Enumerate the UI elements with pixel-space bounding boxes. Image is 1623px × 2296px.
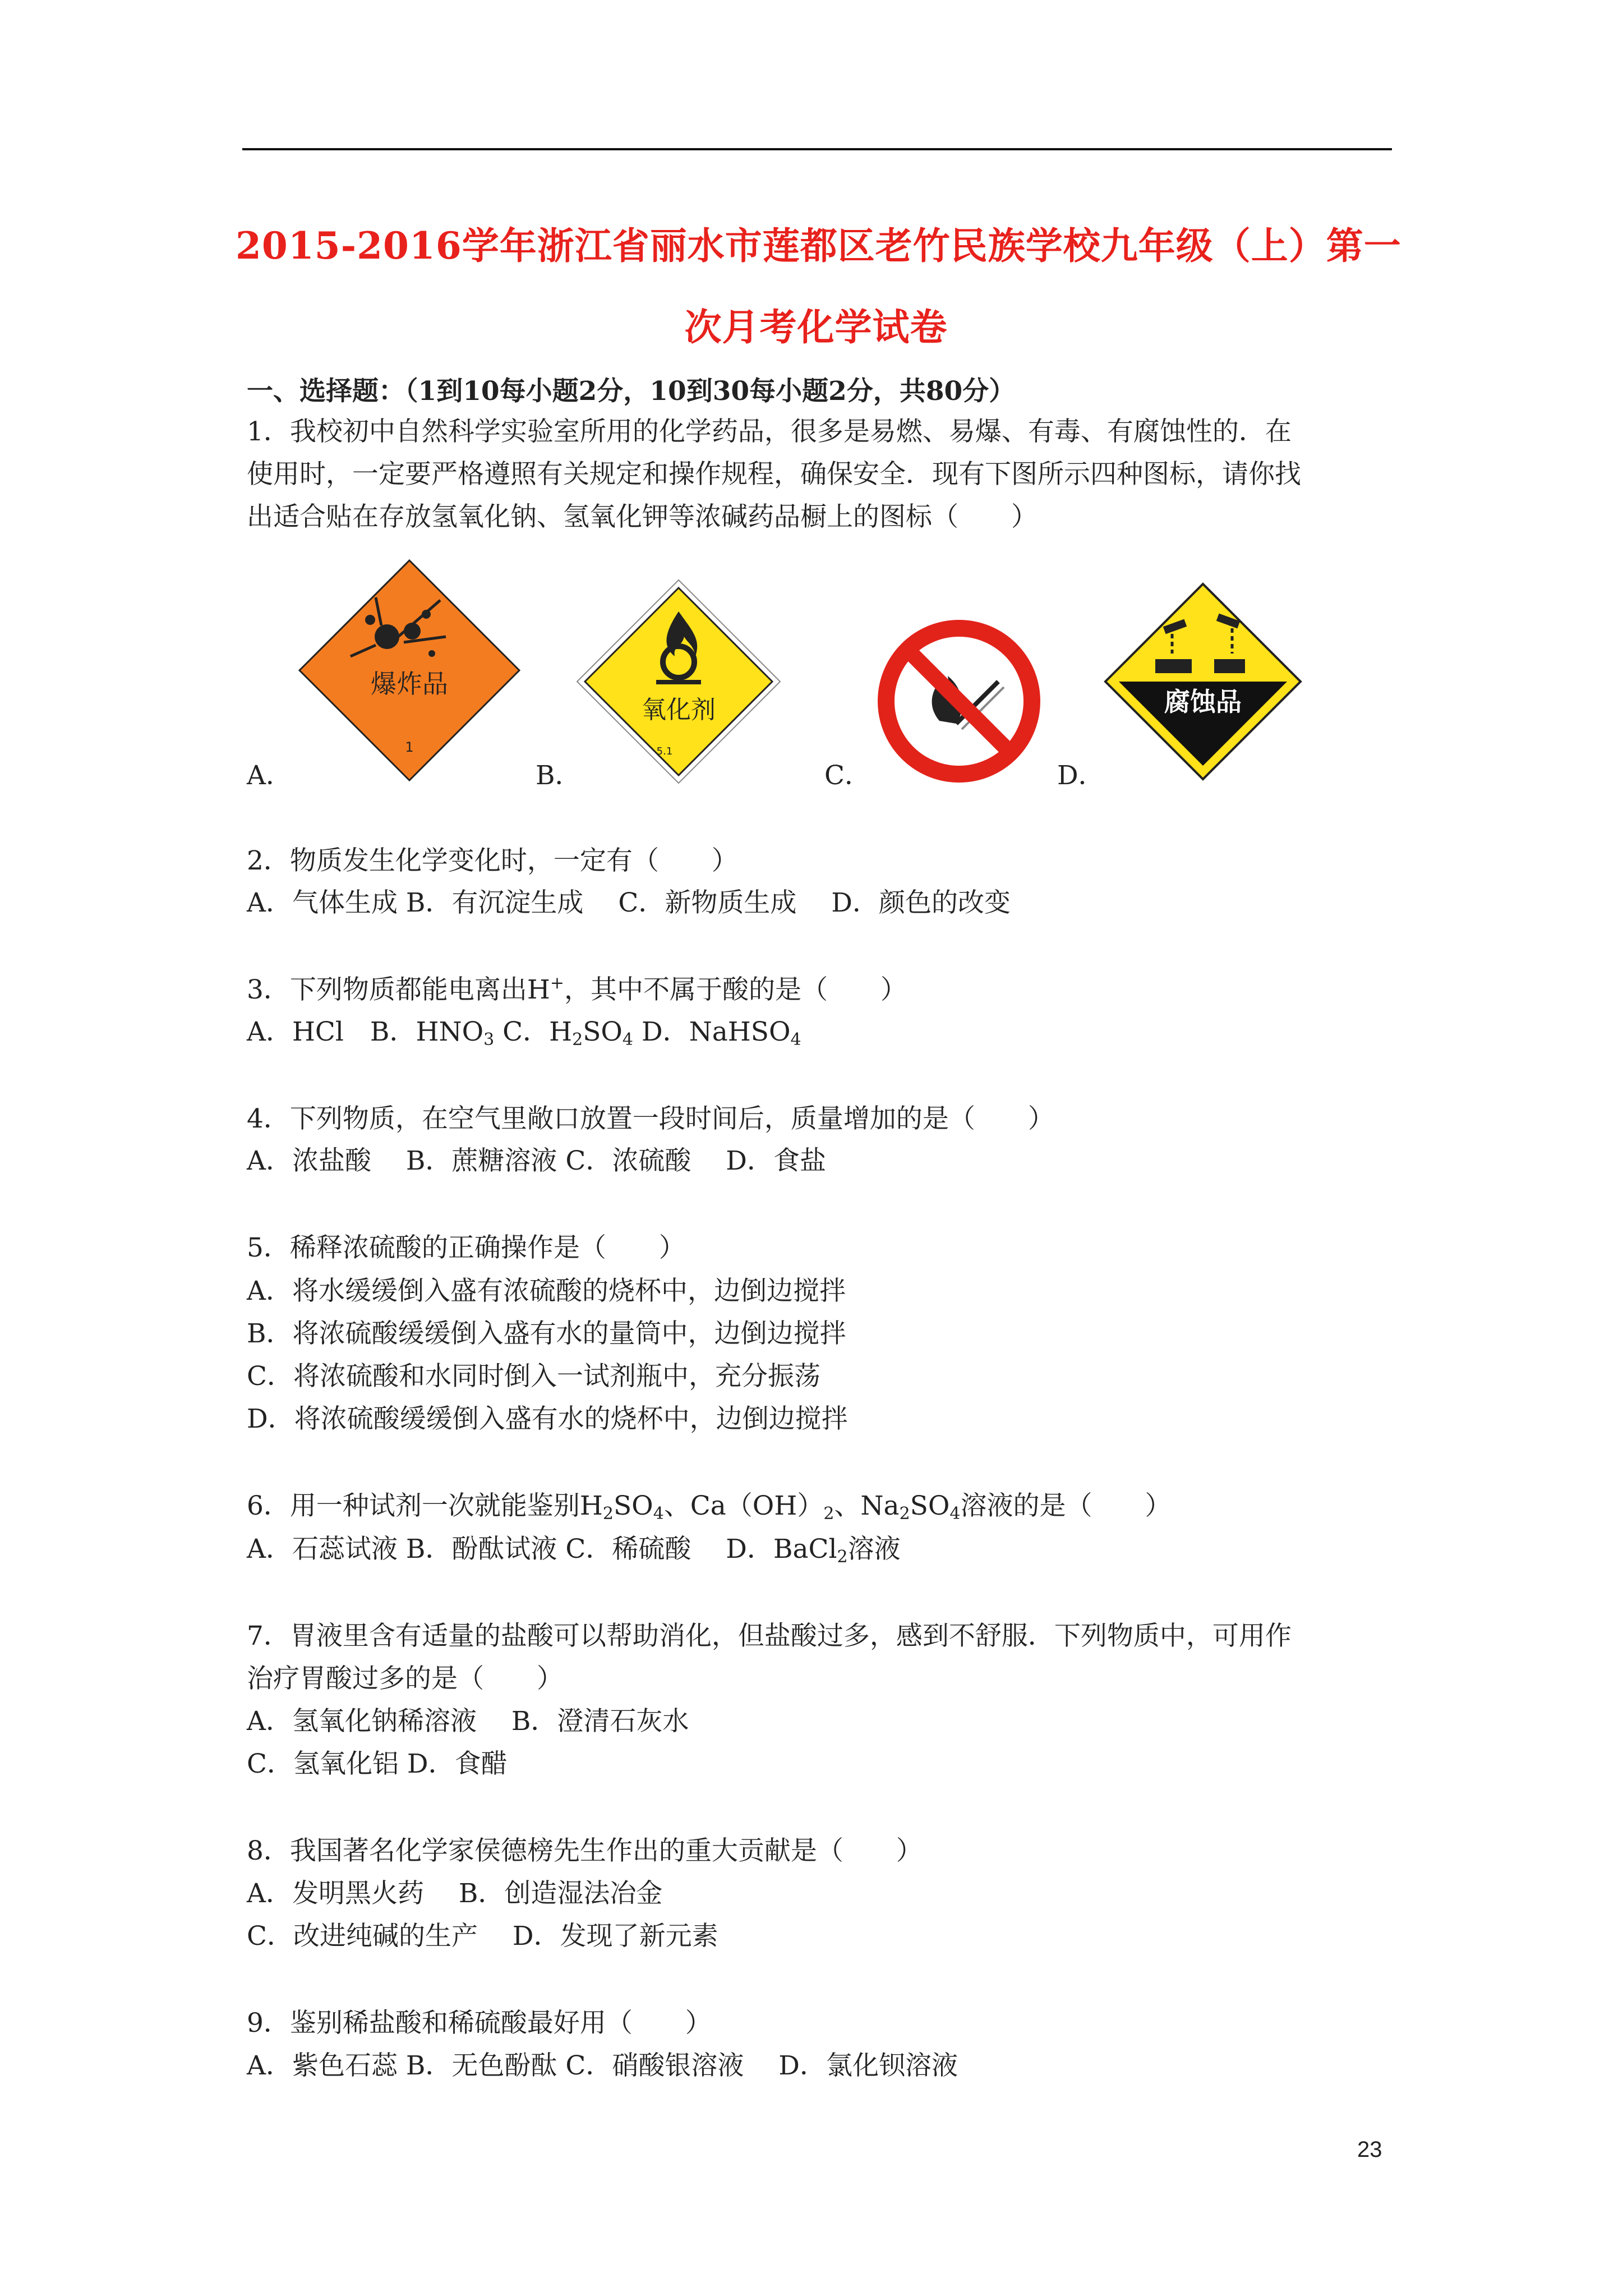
oxidizer-sign — [575, 578, 782, 785]
q3-stem: 3．下列物质都能电离出H+，其中不属于酸的是（ ） — [247, 973, 907, 1005]
q6-options: A．石蕊试液 B．酚酞试液 C．稀硫酸 D．BaCl$_2$溶液 — [247, 1534, 901, 1567]
exam-title-line2: 次月考化学试卷 — [684, 305, 948, 349]
q2-options: A．气体生成 B．有沉淀生成 C．新物质生成 D．颜色的改变 — [247, 887, 1011, 918]
q7-options-line2: C．氢氧化铝 D．食醋 — [247, 1749, 508, 1779]
q7-options-line1: A．氢氧化钠稀溶液 B．澄清石灰水 — [247, 1706, 689, 1737]
q8-options-line1: A．发明黑火药 B．创造湿法冶金 — [247, 1878, 663, 1909]
q3-options: A．HCl B．$HNO_3$ C．$H_2SO_4$ D．NaHSO$_4$ — [247, 1016, 801, 1050]
q8-options-line2: C．改进纯碱的生产 D．发现了新元素 — [247, 1921, 718, 1952]
q4-options: A．浓盐酸 B．蔗糖溶液 C．浓硫酸 D．食盐 — [247, 1145, 826, 1176]
q4-stem: 4．下列物质，在空气里敞口放置一段时间后，质量增加的是（ ） — [247, 1103, 1054, 1134]
explosive-sign-label: 爆炸品 — [371, 669, 448, 699]
q5-stem: 5．稀释浓硫酸的正确操作是（ ） — [247, 1232, 685, 1263]
corrosive-sign — [1102, 581, 1304, 783]
q1-option-c: C． — [824, 760, 871, 791]
explosive-sign-number: 1 — [405, 739, 414, 755]
q1-stem-line3: 出适合贴在存放氢氧化钠、氢氧化钾等浓碱药品橱上的图标（ ） — [247, 501, 1038, 532]
q6-stem: 6．用一种试剂一次就能鉴别$H_2SO_4$、$Ca(OH)_2$、$Na_2SO_4$溶液的是（ ） — [247, 1490, 1172, 1524]
q5-option-a: A．将水缓缓倒入盛有浓硫酸的烧杯中，边倒边搅拌 — [247, 1276, 846, 1306]
page-number: 23 — [1357, 2137, 1382, 2162]
q1-option-d: D． — [1057, 760, 1105, 791]
oxidizer-sign-number: 5.1 — [656, 746, 673, 757]
q9-stem: 9．鉴别稀盐酸和稀硫酸最好用（ ） — [247, 2008, 712, 2039]
q7-stem-line1: 7．胃液里含有适量的盐酸可以帮助消化，但盐酸过多，感到不舒服．下列物质中，可用作 — [247, 1621, 1292, 1651]
q1-option-a: A． — [247, 760, 292, 791]
q1-stem-line1: 1．我校初中自然科学实验室所用的化学药品，很多是易燃、易爆、有毒、有腐蚀性的．在 — [247, 416, 1292, 447]
explosive-sign — [292, 553, 527, 788]
q1-stem-line2: 使用时，一定要严格遵照有关规定和操作规程，确保安全．现有下图所示四种图标，请你找 — [247, 459, 1301, 490]
q5-option-c: C．将浓硫酸和水同时倒入一试剂瓶中，充分振荡 — [247, 1361, 820, 1392]
q1-option-b: B． — [536, 760, 582, 791]
q5-option-d: D．将浓硫酸缓缓倒入盛有水的烧杯中，边倒边搅拌 — [247, 1404, 848, 1434]
exam-title-line1: 2015-2016学年浙江省丽水市莲都区老竹民族学校九年级（上）第一 — [236, 224, 1401, 268]
oxidizer-sign-label: 氧化剂 — [642, 696, 716, 724]
corrosive-sign-label: 腐蚀品 — [1164, 687, 1242, 717]
section-heading: 一、选择题：（1到10每小题2分，10到30每小题2分，共80分） — [247, 376, 1016, 407]
header-rule — [242, 148, 1392, 150]
q9-options: A．紫色石蕊 B．无色酚酞 C．硝酸银溶液 D．氯化钡溶液 — [247, 2050, 958, 2081]
q5-option-b: B．将浓硫酸缓缓倒入盛有水的量筒中，边倒边搅拌 — [247, 1318, 846, 1349]
q8-stem: 8．我国著名化学家侯德榜先生作出的重大贡献是（ ） — [247, 1835, 923, 1866]
q2-stem: 2．物质发生化学变化时，一定有（ ） — [247, 845, 738, 876]
no-fire-sign — [872, 614, 1046, 788]
q7-stem-line2: 治疗胃酸过多的是（ ） — [247, 1663, 563, 1694]
